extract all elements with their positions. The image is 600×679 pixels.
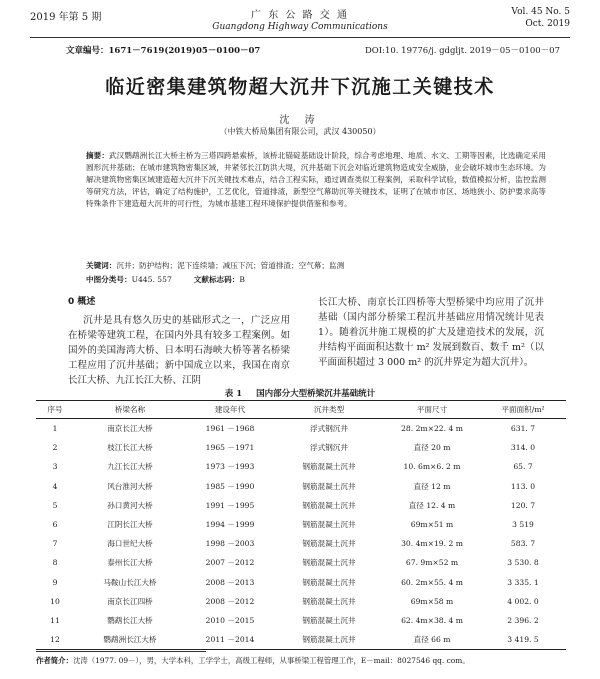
- abstract-label: 摘要：: [86, 151, 110, 160]
- caisson-type-cell: 钢筋混凝土沉井: [302, 615, 356, 625]
- build-years-cell: 2007 －2012: [205, 558, 255, 568]
- article-number: 文章编号：1671－7619(2019)05－0100－07: [66, 46, 261, 56]
- plan-area-cell: 314. 0: [510, 443, 536, 453]
- build-years-cell: 2010 －2015: [205, 615, 255, 625]
- row-index-cell: 4: [52, 481, 58, 491]
- row-index-cell: 6: [52, 520, 58, 530]
- author-affiliation: （中铁大桥局集团有限公司，武汉 430050）: [219, 127, 381, 136]
- footnote-label: 作者简介：: [36, 656, 73, 665]
- table-row: [36, 496, 566, 515]
- volume-info: [511, 6, 570, 30]
- bridge-name-cell: 九江长江大桥: [107, 462, 153, 472]
- table-row: [36, 419, 566, 439]
- build-years-cell: 1994 －1999: [205, 520, 255, 530]
- bridge-name-cell: 南京长江四桥: [107, 596, 153, 606]
- clc-label: 中图分类号：: [86, 275, 132, 284]
- header-rule: [30, 37, 570, 38]
- plan-area-cell: 65. 7: [513, 462, 533, 472]
- plan-size-cell: 60. 2m×55. 4 m: [401, 577, 463, 587]
- plan-area-cell: 4 002. 0: [507, 596, 539, 606]
- row-index-cell: 2: [52, 443, 58, 453]
- table-header: [36, 401, 566, 419]
- row-index-cell: 3: [52, 462, 58, 472]
- bridge-name-cell: 枝江长江大桥: [107, 443, 153, 453]
- table-row: [36, 515, 566, 534]
- abstract-text: 武汉鹦鹉洲长江大桥主桥为三塔四跨悬索桥，该桥北锚碇基础设计阶段，综合考虑地理、地质、水文、工期等因素，比选确定采用圆形沉井基础；在城市建筑物密集区域，井紧邻长江防洪大堤，沉井基础下沉会对临近建筑物造成安全威胁，业会破坏城市生态环境。为解决建筑物密集区域建造超大沉井下沉关键技术难点，结合工程实际，通过调查类似工程案例，采取科学试验，数值模拟分析，监控监测等研究方法，评估，确定了结构施护，工艺优化，管道排渣，新型空气幕助沉等关键技术，证明了在城市市区、场地狭小、防护要求高等特殊条件下建造超大沉井的可行性，为城市基建工程环境保护提供借鉴和参考。: [86, 151, 547, 208]
- row-index-cell: 12: [36, 630, 74, 650]
- table-row: [36, 630, 566, 650]
- plan-size-cell: 30. 4m×19. 2 m: [401, 539, 463, 549]
- doc-code-label: 文献标志码：: [193, 275, 240, 284]
- table-row: [36, 573, 566, 592]
- build-years-cell: 1961 －1968: [205, 424, 255, 434]
- bridge-name-cell: 海口世纪大桥: [107, 539, 153, 549]
- body-paragraph-left: 沉井是具有悠久历史的基础形式之一，广泛应用在桥梁等建筑工程，在国内外具有较多工程案例。如国外的美国海湾大桥、日本明石海峡大桥等著名桥梁工程应用了沉井基础；新中国成立以来，我国在南京长江大桥、九江长江大桥、江阴: [68, 315, 290, 386]
- row-index-cell: 10: [50, 596, 60, 606]
- header-cell-type: 沉井类型: [274, 401, 384, 419]
- table-row: [36, 553, 566, 572]
- footnote-rule: [36, 651, 206, 652]
- plan-size-cell: 28. 2m×22. 4 m: [401, 424, 463, 434]
- section-heading: 0 概述: [68, 297, 96, 307]
- plan-size-cell: 69m×58 m: [410, 596, 454, 606]
- plan-area-cell: 120. 7: [510, 500, 536, 510]
- running-header: [30, 6, 570, 36]
- header-cell-area: 平面面积/m²: [480, 401, 566, 419]
- table-row: [36, 611, 566, 630]
- keywords: [86, 260, 546, 272]
- table-body: [36, 419, 566, 650]
- build-years-cell: 2011 －2014: [186, 630, 274, 650]
- table-caption-text: 国内部分大型桥梁沉井基础统计: [256, 389, 376, 399]
- header-cell-index: 序号: [36, 401, 74, 419]
- bridge-name-cell: 马鞍山长江大桥: [103, 577, 157, 587]
- row-index-cell: 8: [52, 558, 58, 568]
- plan-area-cell: 3 519: [512, 520, 534, 530]
- journal-name-en: Guangdong Highway Communications: [212, 22, 388, 32]
- bridge-name-cell: 南京长江大桥: [107, 424, 153, 434]
- table-row: [36, 477, 566, 496]
- header-cell-bridge: 桥梁名称: [74, 401, 186, 419]
- volume-number: Vol. 45 No. 5: [511, 7, 570, 17]
- keywords-text: 沉井；防护结构；泥下连续墙；减压下沉；管道排渣；空气幕；监测: [116, 261, 345, 270]
- caisson-type-cell: 钢筋混凝土沉井: [302, 577, 356, 587]
- plan-area-cell: 3 335. 1: [507, 577, 539, 587]
- plan-area-cell: 3 530. 8: [507, 558, 539, 568]
- table-row: [36, 534, 566, 553]
- row-index-cell: 9: [52, 577, 58, 587]
- journal-name-cn: 广 东 公 路 交 通: [251, 10, 349, 21]
- plan-size-cell: 直径 12 m: [413, 481, 451, 491]
- row-index-cell: 5: [52, 500, 58, 510]
- bridge-name-cell: 鹦鹉长江大桥: [107, 615, 153, 625]
- body-column-right: [318, 295, 544, 370]
- build-years-cell: 2008 －2013: [205, 577, 255, 587]
- caisson-type-cell: 浮式钢沉井: [310, 443, 348, 453]
- caisson-type-cell: 钢筋混凝土沉井: [302, 596, 356, 606]
- header-cell-size: 平面尺寸: [384, 401, 480, 419]
- caisson-type-cell: 钢筋混凝土沉井: [302, 520, 356, 530]
- plan-size-cell: 67. 9m×52 m: [405, 558, 459, 568]
- plan-size-cell: 69m×51 m: [410, 520, 454, 530]
- plan-area-cell: 3 419. 5: [480, 630, 566, 650]
- table-row: [36, 457, 566, 476]
- caisson-type-cell: 浮式钢沉井: [310, 424, 348, 434]
- header-cell-years: 建设年代: [186, 401, 274, 419]
- body-column-left: [68, 295, 290, 388]
- plan-size-cell: 直径 66 m: [384, 630, 480, 650]
- issue-label: 2019 年第 5 期: [30, 12, 102, 23]
- caisson-type-cell: 钢筋混凝土沉井: [302, 558, 356, 568]
- plan-area-cell: 113. 0: [510, 481, 536, 491]
- bridge-name-cell: 江阴长江大桥: [107, 520, 153, 530]
- abstract: [86, 150, 546, 210]
- plan-size-cell: 62. 4m×38. 4 m: [401, 615, 463, 625]
- plan-size-cell: 10. 6m×6. 2 m: [403, 462, 461, 472]
- classification-line: [86, 274, 546, 285]
- plan-area-cell: 583. 7: [510, 539, 536, 549]
- doc-code-value: B: [239, 275, 245, 284]
- bridge-name-cell: 泰州长江大桥: [107, 558, 153, 568]
- caisson-table: [36, 400, 566, 650]
- plan-size-cell: 直径 20 m: [413, 443, 451, 453]
- issue-date: Oct. 2019: [525, 19, 570, 29]
- table-header-row: [36, 401, 566, 419]
- doi: DOI:10. 19776/j. gdgljt. 2019－05－0100－07: [364, 46, 560, 56]
- row-index-cell: 1: [52, 424, 58, 434]
- build-years-cell: 1965 －1971: [205, 443, 255, 453]
- table-caption: [0, 387, 600, 399]
- journal-name: [30, 6, 570, 32]
- build-years-cell: 2008 －2012: [205, 596, 255, 606]
- table-number: 表 1: [224, 389, 243, 399]
- build-years-cell: 1985 －1990: [205, 481, 255, 491]
- author-name: 沈 涛: [279, 115, 321, 126]
- row-index-cell: 11: [50, 615, 60, 625]
- paper-title: 临近密集建筑物超大沉井下沉施工关键技术: [105, 76, 495, 98]
- build-years-cell: 1991 －1995: [205, 500, 255, 510]
- author-footnote: [36, 655, 566, 666]
- caisson-type-cell: 钢筋混凝土沉井: [302, 539, 356, 549]
- caisson-type-cell: 钢筋混凝土沉井: [302, 462, 356, 472]
- build-years-cell: 1998 －2003: [205, 539, 255, 549]
- keywords-label: 关键词：: [86, 261, 117, 270]
- bridge-name-cell: 风台淮河大桥: [107, 481, 153, 491]
- table-row: [36, 592, 566, 611]
- clc-value: U445. 557: [131, 275, 172, 284]
- body-paragraph-right: 长江大桥、南京长江四桥等大型桥梁中均应用了沉井基础（国内部分桥梁工程沉井基础应用情况统计见表1）。随着沉井施工规模的扩大及建造技术的发展，沉井结构平面面积达数十 m² 发展到数百、数千 m²（以平面面积超过 3 000 m² 的沉井界定为超大沉井）。: [318, 297, 544, 368]
- bridge-name-cell: 鹦鹉洲长江大桥: [74, 630, 186, 650]
- row-index-cell: 7: [52, 539, 58, 549]
- plan-area-cell: 631. 7: [510, 424, 536, 434]
- build-years-cell: 1973 －1993: [205, 462, 255, 472]
- caisson-type-cell: 钢筋混凝土沉井: [302, 500, 356, 510]
- table-row: [36, 438, 566, 457]
- plan-area-cell: 2 396. 2: [507, 615, 539, 625]
- footnote-text: 沈涛（1977. 09－），男，大学本科，工学学士，高级工程师，从事桥梁工程管理工作，E－mail：8027546 qq. com。: [72, 656, 470, 665]
- caisson-type-cell: 钢筋混凝土沉井: [274, 630, 384, 650]
- caisson-type-cell: 钢筋混凝土沉井: [302, 481, 356, 491]
- plan-size-cell: 直径 12. 4 m: [408, 500, 456, 510]
- bridge-name-cell: 孙口黄河大桥: [107, 500, 153, 510]
